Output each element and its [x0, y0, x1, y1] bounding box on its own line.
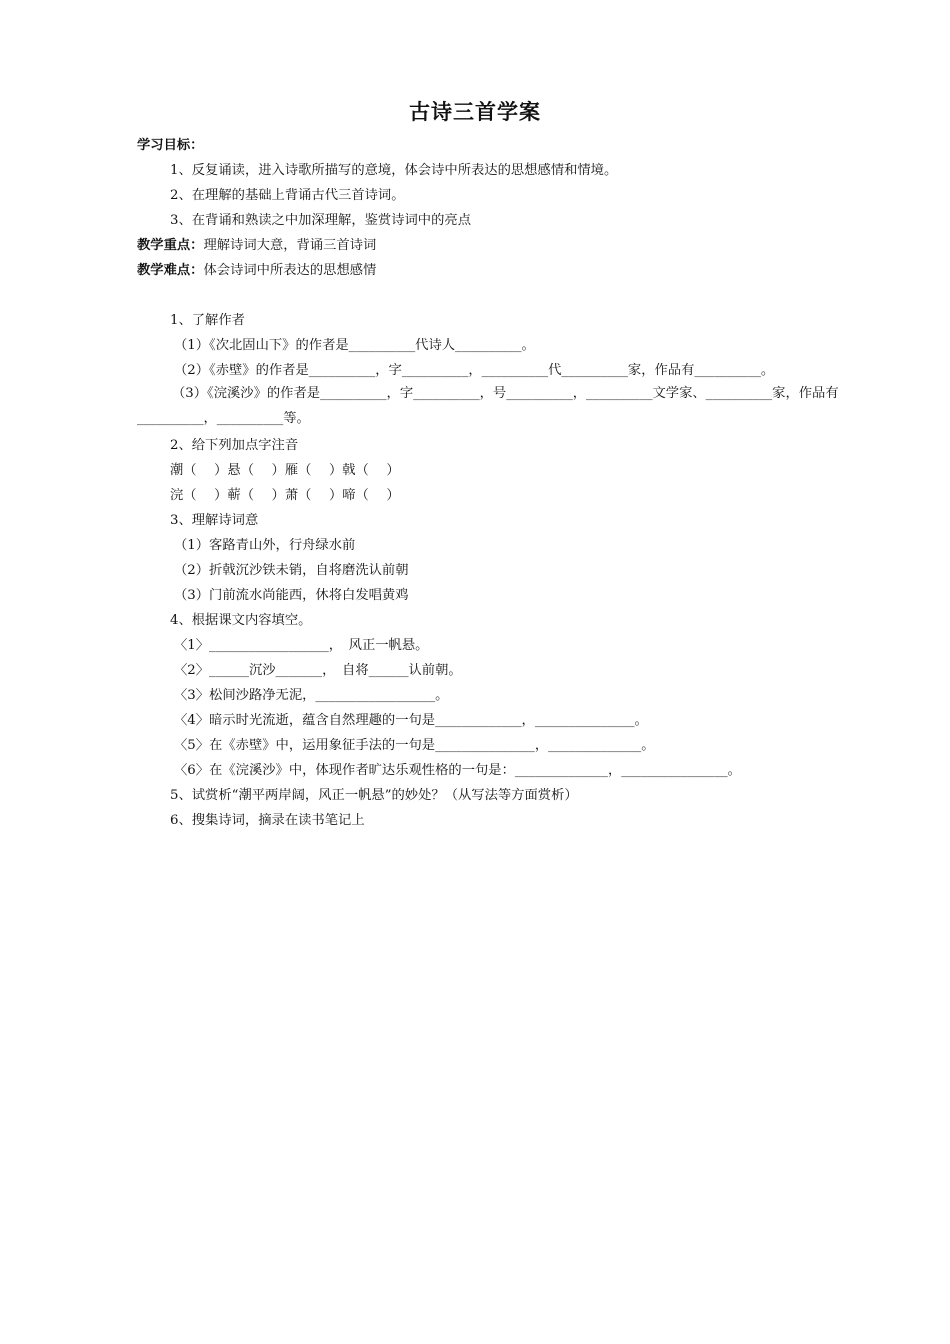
section2-heading: 2、给下列加点字注音	[170, 438, 299, 453]
key-point-label: 教学重点：	[137, 238, 204, 253]
objectives-label: 学习目标：	[137, 138, 204, 153]
difficulty-label: 教学难点：	[137, 263, 204, 278]
section3-heading: 3、理解诗词意	[170, 513, 259, 528]
section4-item-5: 〈5〉在《赤壁》中，运用象征手法的一句是_______________，______________。	[174, 738, 655, 753]
section3-item-1: （1）客路青山外，行舟绿水前	[174, 538, 356, 553]
objective-item-2: 2、在理解的基础上背诵古代三首诗词。	[170, 188, 405, 203]
pinyin-row-1: 潮（ ）悬（ ）雁（ ）戟（ ）	[170, 463, 400, 478]
section4-item-4: 〈4〉暗示时光流逝，蕴含自然理趣的一句是_____________，_______________。	[174, 713, 648, 728]
key-point-row	[137, 237, 867, 255]
section4-heading: 4、根据课文内容填空。	[170, 613, 312, 628]
pinyin-row-2: 浣（ ）蕲（ ）萧（ ）啼（ ）	[170, 488, 400, 503]
section1-question-1: （1）《次北固山下》的作者是__________代诗人__________。	[174, 338, 535, 353]
difficulty-text: 体会诗词中所表达的思想感情	[203, 263, 377, 278]
difficulty-row	[137, 262, 867, 280]
section3-item-2: （2）折戟沉沙铁未销，自将磨洗认前朝	[174, 563, 409, 578]
section4-item-2: 〈2〉______沉沙_______， 自将______认前朝。	[174, 663, 462, 678]
section5-question: 5、试赏析“潮平两岸阔，风正一帆悬”的妙处？（从写法等方面赏析）	[170, 788, 578, 803]
objective-item-1: 1、反复诵读，进入诗歌所描写的意境，体会诗中所表达的思想感情和情境。	[170, 163, 618, 178]
key-point-text: 理解诗词大意，背诵三首诗词	[203, 238, 377, 253]
section4-item-3: 〈3〉松间沙路净无泥，__________________。	[174, 688, 449, 703]
section4-item-1: 〈1〉__________________， 风正一帆悬。	[174, 638, 429, 653]
section6-task: 6、搜集诗词，摘录在读书笔记上	[170, 813, 365, 828]
section3-item-3: （3）门前流水尚能西，休将白发唱黄鸡	[174, 588, 409, 603]
section1-question-2: （2）《赤壁》的作者是__________，字__________，__________代__________家，作品有__________。	[174, 363, 775, 378]
section1-heading: 1、了解作者	[170, 313, 245, 328]
section4-item-6: 〈6〉在《浣溪沙》中，体现作者旷达乐观性格的一句是：______________，________________。	[174, 763, 741, 778]
page-title: 古诗三首学案	[409, 99, 541, 124]
objective-item-3: 3、在背诵和熟读之中加深理解，鉴赏诗词中的亮点	[170, 213, 471, 228]
section1-question-3: （3）《浣溪沙》的作者是__________，字__________，号__________，__________文学家、__________家，作品有__________，__________等。	[137, 386, 839, 426]
